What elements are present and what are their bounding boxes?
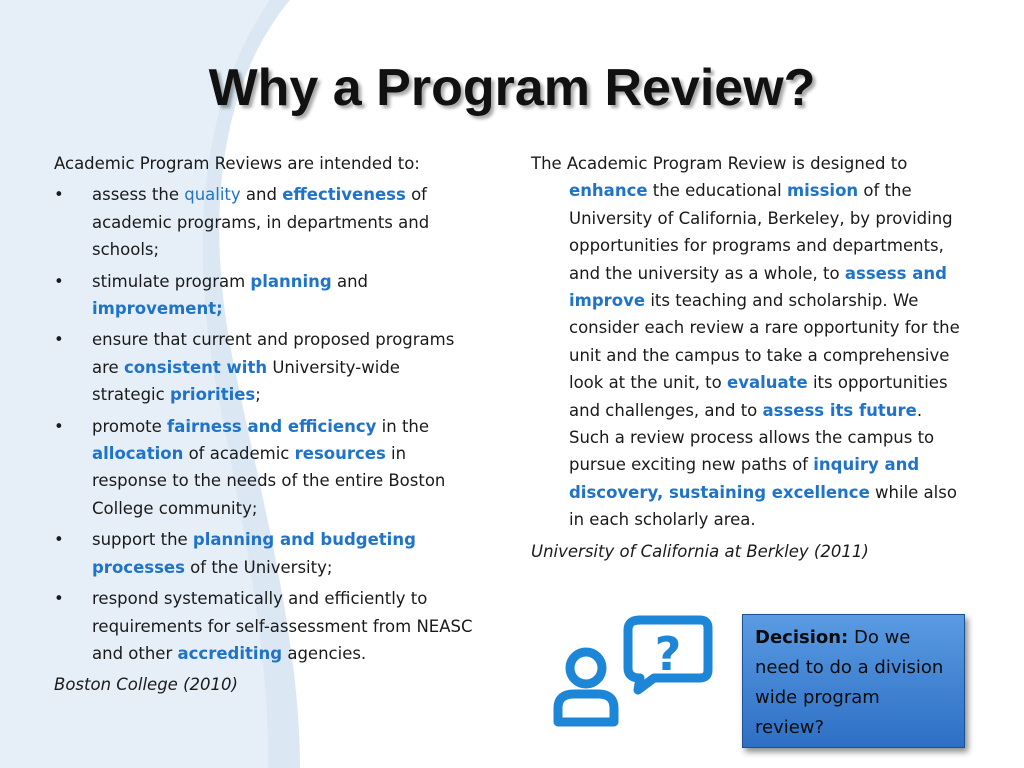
decision-label: Decision: — [755, 627, 849, 648]
right-citation: University of California at Berkley (2011) — [531, 541, 869, 561]
list-item: • support the planning and budgeting processes of the University; — [54, 526, 474, 581]
bullet: • — [54, 416, 64, 436]
left-column — [54, 150, 474, 699]
highlight-assess-future: assess its future — [762, 400, 917, 420]
highlight-assess-improve: assess and improve — [569, 263, 947, 311]
bullet: • — [54, 589, 64, 609]
highlight-accrediting: accrediting — [177, 643, 283, 663]
highlight-improvement: improvement; — [92, 299, 223, 319]
page-title: Why a Program Review? — [208, 59, 816, 117]
highlight-inquiry: inquiry and discovery, sustaining excellence — [569, 455, 920, 502]
highlight-quality: quality — [184, 185, 241, 205]
bullet: • — [54, 330, 64, 350]
list-item: • ensure that current and proposed programs are consistent with University-wide strategic priorities; — [54, 326, 474, 408]
decision-box — [742, 614, 965, 748]
question-glyph: ? — [654, 627, 682, 681]
highlight-mission: mission — [786, 181, 859, 201]
left-citation: Boston College (2010) — [54, 675, 238, 695]
highlight-consistent: consistent with — [123, 357, 268, 377]
right-column — [531, 150, 961, 565]
highlight-planning-budgeting: planning and budgeting processes — [92, 530, 416, 577]
bullet: • — [54, 185, 64, 205]
highlight-priorities: priorities — [169, 385, 256, 405]
list-item: • respond systematically and efficiently to requirements for self-assessment from NEASC and other accrediting agencies. — [54, 585, 474, 667]
user-question-icon — [548, 610, 718, 730]
decision-text: Do we need to do a division wide program review? — [755, 627, 944, 738]
highlight-effectiveness: effectiveness — [282, 185, 406, 205]
bullet: • — [54, 530, 64, 550]
highlight-enhance: enhance — [569, 181, 648, 201]
highlight-allocation: allocation — [92, 444, 184, 464]
highlight-fairness: fairness and efficiency — [167, 416, 377, 436]
bullet: • — [54, 271, 64, 291]
list-item: • assess the quality and effectiveness of academic programs, in departments and schools; — [54, 181, 474, 263]
highlight-planning: planning — [250, 271, 332, 291]
left-lead: Academic Program Reviews are intended to: — [54, 154, 420, 173]
highlight-evaluate: evaluate — [727, 373, 808, 393]
berkeley-paragraph: The Academic Program Review is designed to enhance the educational mission of the University of California, Berkeley, by providing opportunities for programs and departments, and the university as a whole, to assess and improve its teaching and scholarship. We consider each review a rare opportunity for the unit and the campus to take a comprehensive look at the unit, to evaluate its opportunities and challenges, and to assess its future. Such a review process allows the campus to pursue exciting new paths of inquiry and discovery, sustaining excellence while also in each scholarly area. — [531, 154, 960, 530]
purpose-list — [54, 181, 474, 667]
list-item: • promote fairness and efficiency in the allocation of academic resources in response to the needs of the entire Boston College community; — [54, 413, 474, 523]
highlight-resources: resources — [294, 444, 386, 464]
list-item: • stimulate program planning and improvement; — [54, 268, 474, 323]
